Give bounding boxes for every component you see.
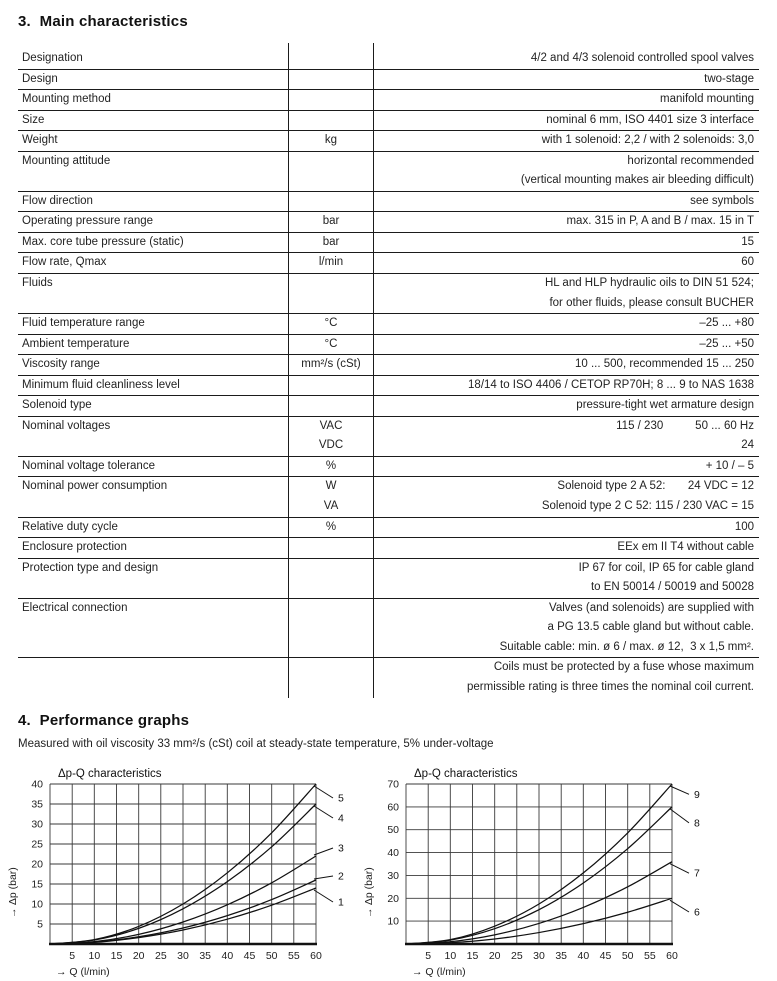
value-line: –25 ... +80	[699, 317, 754, 330]
y-tick-label: 40	[387, 846, 399, 859]
x-tick-label: 10	[88, 949, 101, 962]
spec-label: Viscosity range	[22, 358, 100, 371]
spec-value	[374, 599, 759, 658]
x-tick-label: 40	[221, 949, 234, 962]
spec-label: Enclosure protection	[22, 541, 127, 554]
spec-label: Operating pressure range	[22, 215, 154, 228]
curve-label-8: 8	[694, 816, 700, 829]
spec-value	[374, 192, 759, 212]
table-row	[18, 314, 759, 335]
x-tick-label: 25	[510, 949, 523, 962]
spec-label: Ambient temperature	[22, 337, 130, 350]
value-line: 15	[741, 235, 754, 248]
curve-label-7: 7	[694, 867, 700, 880]
spec-label: Electrical connection	[22, 601, 128, 614]
value-line: horizontal recommended	[627, 154, 754, 167]
y-tick-label: 25	[31, 838, 43, 850]
y-axis-label: → Δp (bar)	[7, 866, 19, 918]
x-tick-label: 35	[555, 949, 568, 962]
value-line: manifold mounting	[660, 93, 754, 106]
value-line: nominal 6 mm, ISO 4401 size 3 interface	[546, 113, 754, 126]
spec-unit	[288, 599, 374, 658]
table-row	[18, 477, 759, 517]
curve-label-9: 9	[694, 788, 700, 801]
value-line: HL and HLP hydraulic oils to DIN 51 524;	[544, 277, 754, 290]
spec-unit	[288, 70, 374, 90]
value-line: with 1 solenoid: 2,2 / with 2 solenoids: 3,0	[541, 134, 754, 147]
x-tick-label: 45	[599, 949, 612, 962]
spec-unit	[288, 90, 374, 110]
curve-leader-8	[670, 808, 689, 822]
spec-unit	[288, 518, 374, 538]
spec-value	[374, 131, 759, 151]
spec-unit	[288, 212, 374, 232]
table-row	[18, 396, 759, 417]
table-row	[18, 658, 759, 697]
unit-line: °C	[324, 337, 338, 350]
value-line: 10 ... 500, recommended 15 ... 250	[574, 358, 754, 371]
value-line: permissible rating is three times the nominal coil current.	[467, 680, 754, 693]
x-axis-label: → Q (l/min)	[412, 965, 466, 978]
table-row	[18, 131, 759, 152]
curve-leader-9	[670, 786, 689, 794]
x-tick-label: 30	[177, 949, 189, 962]
spec-value	[374, 253, 759, 273]
value-line: –25 ... +50	[699, 337, 754, 350]
spec-label: Mounting attitude	[22, 154, 111, 167]
spec-label: Nominal power consumption	[22, 480, 168, 493]
table-row	[18, 376, 759, 397]
x-tick-label: 50	[265, 949, 278, 962]
table-row	[18, 152, 759, 192]
y-tick-label: 60	[387, 800, 399, 813]
value-line: to EN 50014 / 50019 and 50028	[590, 581, 754, 594]
table-row	[18, 335, 759, 356]
unit-line: °C	[324, 317, 338, 330]
chart-dpq-right	[358, 764, 710, 981]
table-row	[18, 212, 759, 233]
spec-unit	[288, 457, 374, 477]
spec-unit	[288, 314, 374, 334]
spec-value	[374, 477, 759, 516]
y-tick-label: 10	[387, 915, 399, 928]
spec-label: Relative duty cycle	[22, 520, 118, 533]
spec-value	[374, 417, 759, 456]
unit-line: %	[325, 459, 337, 472]
spec-label: Nominal voltage tolerance	[22, 459, 155, 472]
spec-value	[374, 376, 759, 396]
value-line: (vertical mounting makes air bleeding difficult)	[520, 174, 754, 187]
curve-label-2: 2	[338, 870, 344, 882]
spec-unit	[288, 131, 374, 151]
spec-label: Flow direction	[22, 194, 93, 207]
spec-value	[374, 111, 759, 131]
value-line: Solenoid type 2 C 52: 115 / 230 VAC = 15	[541, 500, 754, 513]
dp-q-chart	[358, 764, 710, 981]
spec-value	[374, 355, 759, 375]
value-line: 60	[741, 256, 754, 269]
curve-label-1: 1	[338, 896, 344, 908]
y-axis-label: → Δp (bar)	[363, 866, 375, 918]
curve-label-4: 4	[338, 812, 344, 824]
x-tick-label: 60	[666, 949, 678, 962]
y-tick-label: 35	[31, 798, 43, 810]
curve-label-6: 6	[694, 906, 700, 918]
grid	[50, 784, 316, 944]
spec-unit	[288, 43, 374, 69]
x-tick-label: 50	[621, 949, 634, 962]
spec-label	[18, 658, 288, 697]
unit-line: l/min	[318, 256, 344, 269]
dp-q-chart	[2, 764, 354, 981]
value-line: 100	[734, 520, 754, 533]
spec-value	[374, 90, 759, 110]
curve-label-5: 5	[338, 792, 344, 804]
y-tick-label: 5	[37, 918, 43, 930]
value-line: + 10 / – 5	[705, 459, 754, 472]
spec-unit	[288, 335, 374, 355]
curve-label-3: 3	[338, 842, 344, 854]
table-row	[18, 355, 759, 376]
spec-value	[374, 43, 759, 69]
y-tick-label: 70	[387, 778, 399, 790]
characteristics-table	[18, 43, 759, 698]
y-tick-label: 30	[387, 869, 399, 882]
spec-label: Fluids	[22, 277, 53, 290]
spec-label: Minimum fluid cleanliness level	[22, 378, 180, 391]
spec-label: Fluid temperature range	[22, 317, 145, 330]
unit-line: VA	[323, 500, 339, 513]
spec-value	[374, 233, 759, 253]
curve-leader-7	[670, 863, 689, 872]
spec-label: Flow rate, Qmax	[22, 256, 107, 269]
spec-unit	[288, 658, 374, 697]
spec-value	[374, 559, 759, 598]
spec-label: Solenoid type	[22, 399, 92, 412]
y-tick-label: 20	[387, 892, 399, 905]
x-tick-label: 5	[425, 949, 432, 962]
x-axis-label: → Q (l/min)	[56, 965, 110, 978]
x-tick-label: 55	[287, 949, 300, 962]
unit-line: W	[325, 480, 337, 493]
spec-label: Weight	[22, 134, 58, 147]
unit-line: VAC	[319, 419, 343, 432]
spec-value	[374, 274, 759, 313]
spec-value	[374, 396, 759, 416]
spec-unit	[288, 274, 374, 313]
spec-unit	[288, 355, 374, 375]
spec-label: Max. core tube pressure (static)	[22, 235, 184, 248]
spec-unit	[288, 538, 374, 558]
x-tick-label: 40	[577, 949, 590, 962]
x-tick-label: 25	[154, 949, 167, 962]
table-row	[18, 43, 759, 70]
spec-unit	[288, 417, 374, 456]
x-tick-label: 35	[199, 949, 212, 962]
chart-title: Δp-Q characteristics	[58, 767, 162, 780]
x-tick-label: 30	[533, 949, 545, 962]
y-tick-label: 20	[31, 858, 43, 870]
unit-line: bar	[322, 235, 340, 248]
spec-unit	[288, 376, 374, 396]
table-row	[18, 518, 759, 539]
spec-value	[374, 70, 759, 90]
curve-leader-6	[670, 900, 689, 912]
curve-leader-2	[314, 876, 333, 879]
spec-label: Design	[22, 72, 58, 85]
curve-leader-5	[314, 786, 333, 798]
value-line: 4/2 and 4/3 solenoid controlled spool valves	[530, 52, 754, 64]
value-line: EEx em II T4 without cable	[617, 541, 754, 554]
y-tick-label: 50	[387, 823, 399, 836]
table-row	[18, 111, 759, 132]
spec-label: Designation	[22, 52, 83, 64]
table-row	[18, 90, 759, 111]
table-row	[18, 70, 759, 91]
spec-value	[374, 212, 759, 232]
spec-value	[374, 518, 759, 538]
spec-unit	[288, 396, 374, 416]
spec-unit	[288, 111, 374, 131]
x-tick-label: 20	[132, 949, 145, 962]
value-line: Valves (and solenoids) are supplied with	[549, 601, 754, 614]
spec-label: Nominal voltages	[22, 419, 111, 432]
table-row	[18, 233, 759, 254]
x-tick-label: 5	[69, 949, 76, 962]
table-row	[18, 599, 759, 659]
spec-value	[374, 335, 759, 355]
x-tick-label: 15	[466, 949, 479, 962]
table-row	[18, 253, 759, 274]
x-tick-label: 15	[110, 949, 123, 962]
chart-title: Δp-Q characteristics	[414, 767, 518, 780]
value-line: for other fluids, please consult BUCHER	[549, 296, 754, 309]
x-tick-label: 10	[444, 949, 457, 962]
y-tick-label: 40	[31, 778, 43, 790]
value-line: 115 / 230 50 ... 60 Hz	[616, 419, 754, 432]
unit-line: bar	[322, 215, 340, 228]
unit-line: kg	[324, 134, 338, 147]
spec-unit	[288, 152, 374, 191]
value-line: 18/14 to ISO 4406 / CETOP RP70H; 8 ... 9 to NAS 1638	[468, 378, 754, 391]
chart-dpq-left	[2, 764, 354, 981]
value-line: IP 67 for coil, IP 65 for cable gland	[578, 561, 754, 574]
value-line: Coils must be protected by a fuse whose maximum	[493, 661, 754, 674]
spec-unit	[288, 477, 374, 516]
curve-leader-1	[314, 890, 333, 902]
spec-unit	[288, 253, 374, 273]
spec-value	[374, 457, 759, 477]
value-line: two-stage	[704, 72, 754, 85]
x-tick-label: 20	[488, 949, 501, 962]
section-3-heading: 3. Main characteristics	[18, 13, 188, 30]
curve-leader-4	[314, 806, 333, 818]
value-line: max. 315 in P, A and B / max. 15 in T	[566, 215, 754, 228]
spec-unit	[288, 192, 374, 212]
spec-value	[374, 314, 759, 334]
value-line: Suitable cable: min. ø 6 / max. ø 12, 3 x 1,5 mm².	[499, 640, 754, 653]
y-tick-label: 15	[31, 878, 43, 890]
x-tick-label: 45	[243, 949, 256, 962]
unit-line: mm²/s (cSt)	[301, 358, 361, 371]
value-line: 24	[741, 439, 754, 452]
table-row	[18, 457, 759, 478]
value-line: pressure-tight wet armature design	[576, 399, 754, 412]
unit-line: VDC	[318, 439, 344, 452]
performance-charts	[2, 764, 777, 981]
value-line: a PG 13.5 cable gland but without cable.	[547, 621, 754, 634]
spec-unit	[288, 559, 374, 598]
grid	[406, 784, 672, 944]
table-row	[18, 538, 759, 559]
graphs-subtitle: Measured with oil viscosity 33 mm²/s (cSt) coil at steady-state temperature, 5% under-voltage	[18, 737, 494, 750]
curve-leader-3	[314, 848, 333, 855]
spec-unit	[288, 233, 374, 253]
spec-value	[374, 538, 759, 558]
spec-value	[374, 152, 759, 191]
x-tick-label: 55	[643, 949, 656, 962]
spec-label: Mounting method	[22, 93, 111, 106]
table-row	[18, 417, 759, 457]
y-tick-label: 30	[31, 818, 43, 830]
spec-value	[374, 658, 759, 697]
value-line: see symbols	[690, 194, 754, 207]
value-line: Solenoid type 2 A 52: 24 VDC = 12	[557, 480, 754, 493]
table-row	[18, 192, 759, 213]
y-tick-label: 10	[31, 898, 43, 910]
unit-line: %	[325, 520, 337, 533]
section-4-heading: 4. Performance graphs	[18, 711, 190, 729]
spec-label: Protection type and design	[22, 561, 159, 574]
x-tick-label: 60	[310, 949, 322, 962]
table-row	[18, 274, 759, 314]
table-row	[18, 559, 759, 599]
spec-label: Size	[22, 113, 45, 126]
